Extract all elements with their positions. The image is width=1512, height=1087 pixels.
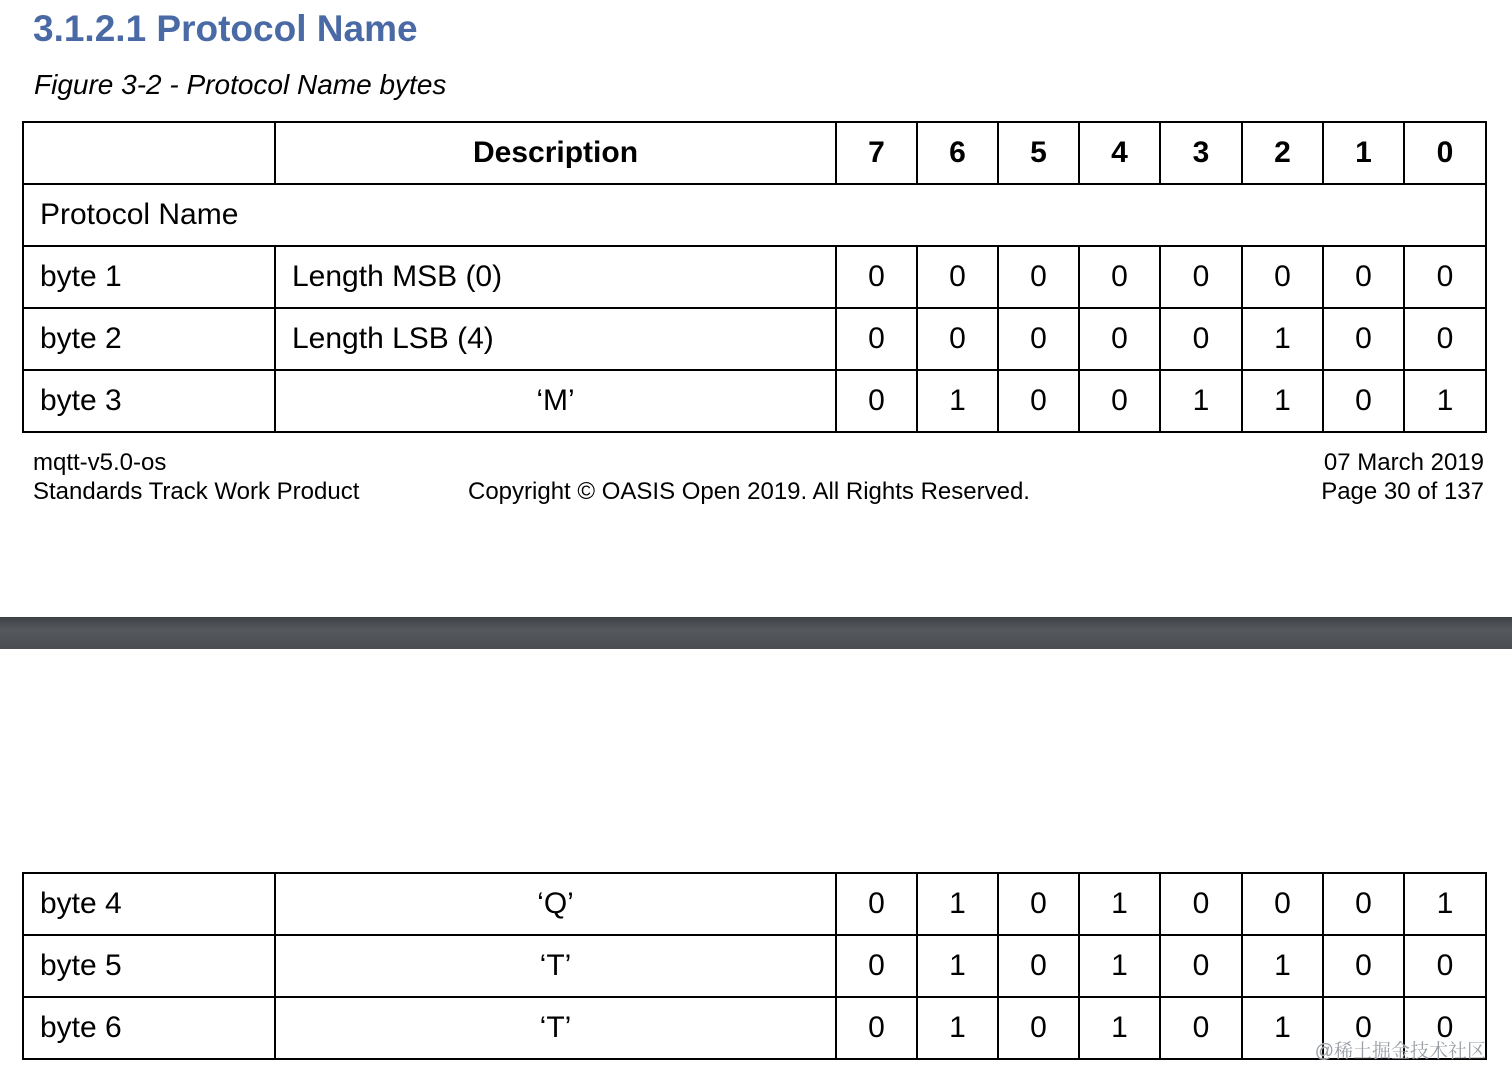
bit-cell: 0 (1079, 246, 1160, 308)
footer-doc-type: Standards Track Work Product (33, 478, 360, 505)
bit-cell: 1 (917, 370, 998, 432)
table-row (23, 308, 1486, 370)
section-row (23, 184, 1486, 246)
bit-cell: 0 (917, 246, 998, 308)
bit-cell: 1 (1242, 997, 1323, 1059)
bit-cell: 0 (998, 370, 1079, 432)
bit-cell: 0 (836, 246, 917, 308)
bit-cell: 0 (836, 873, 917, 935)
byte-description: ‘Q’ (275, 873, 836, 935)
bit-cell: 0 (1323, 308, 1404, 370)
footer-left (33, 448, 359, 506)
bit-cell: 1 (1242, 935, 1323, 997)
header-bit: 0 (1404, 122, 1486, 184)
table-row (23, 935, 1486, 997)
header-bit: 5 (998, 122, 1079, 184)
byte-description: ‘T’ (275, 997, 836, 1059)
bit-cell: 1 (1242, 370, 1323, 432)
footer-doc-id: mqtt-v5.0-os (33, 449, 167, 476)
bit-cell: 0 (1323, 370, 1404, 432)
bit-cell: 1 (917, 997, 998, 1059)
bit-cell: 0 (998, 246, 1079, 308)
byte-name: byte 3 (23, 370, 275, 432)
bit-cell: 0 (1160, 246, 1242, 308)
bit-cell: 0 (836, 370, 917, 432)
bit-cell: 1 (1160, 370, 1242, 432)
bit-cell: 1 (1242, 308, 1323, 370)
byte-description: Length MSB (0) (275, 246, 836, 308)
bit-cell: 0 (1404, 997, 1486, 1059)
byte-description: ‘M’ (275, 370, 836, 432)
bit-cell: 0 (1323, 935, 1404, 997)
header-bit: 4 (1079, 122, 1160, 184)
byte-name: byte 5 (23, 935, 275, 997)
bit-cell: 0 (1160, 873, 1242, 935)
bit-cell: 0 (1404, 246, 1486, 308)
section-label: Protocol Name (23, 184, 1486, 246)
table-row (23, 873, 1486, 935)
bit-cell: 0 (836, 308, 917, 370)
bit-cell: 0 (917, 308, 998, 370)
header-description: Description (275, 122, 836, 184)
footer-page-number: Page 30 of 137 (1321, 478, 1484, 505)
protocol-name-table-page2 (22, 872, 1487, 1060)
figure-caption: Figure 3-2 - Protocol Name bytes (34, 69, 447, 100)
bit-cell: 0 (836, 935, 917, 997)
section-heading: 3.1.2.1 Protocol Name (33, 8, 418, 49)
bit-cell: 0 (998, 997, 1079, 1059)
table-row (23, 246, 1486, 308)
bit-cell: 0 (836, 997, 917, 1059)
table-row (23, 370, 1486, 432)
byte-name: byte 4 (23, 873, 275, 935)
table-row (23, 997, 1486, 1059)
bit-cell: 0 (1079, 370, 1160, 432)
bit-cell: 0 (1323, 873, 1404, 935)
bit-cell: 0 (998, 935, 1079, 997)
bit-cell: 0 (1079, 308, 1160, 370)
header-bit: 1 (1323, 122, 1404, 184)
page-separator (0, 617, 1512, 649)
bit-cell: 0 (998, 308, 1079, 370)
bit-cell: 0 (1323, 997, 1404, 1059)
footer-date: 07 March 2019 (1323, 449, 1484, 476)
footer-right (1321, 448, 1484, 506)
bit-cell: 1 (1079, 873, 1160, 935)
bit-cell: 1 (1079, 935, 1160, 997)
header-bit: 2 (1242, 122, 1323, 184)
byte-description: Length LSB (4) (275, 308, 836, 370)
bit-cell: 1 (917, 935, 998, 997)
bit-cell: 0 (1242, 246, 1323, 308)
bit-cell: 1 (917, 873, 998, 935)
bit-cell: 0 (1323, 246, 1404, 308)
bit-cell: 0 (998, 873, 1079, 935)
byte-name: byte 1 (23, 246, 275, 308)
bit-cell: 0 (1160, 308, 1242, 370)
byte-name: byte 6 (23, 997, 275, 1059)
bit-cell: 0 (1242, 873, 1323, 935)
byte-name: byte 2 (23, 308, 275, 370)
protocol-name-table-page1 (22, 121, 1487, 433)
bit-cell: 0 (1404, 308, 1486, 370)
watermark: @稀土掘金技术社区 (1314, 1041, 1486, 1062)
bit-cell: 0 (1160, 935, 1242, 997)
bit-cell: 0 (1160, 997, 1242, 1059)
bit-cell: 1 (1404, 370, 1486, 432)
header-blank-cell (23, 122, 275, 184)
bit-cell: 1 (1404, 873, 1486, 935)
header-bit: 6 (917, 122, 998, 184)
header-bit: 3 (1160, 122, 1242, 184)
header-bit: 7 (836, 122, 917, 184)
byte-description: ‘T’ (275, 935, 836, 997)
footer-copyright: Copyright © OASIS Open 2019. All Rights Reserved. (468, 478, 1030, 505)
bit-cell: 0 (1404, 935, 1486, 997)
table-header-row (23, 122, 1486, 184)
bit-cell: 1 (1079, 997, 1160, 1059)
